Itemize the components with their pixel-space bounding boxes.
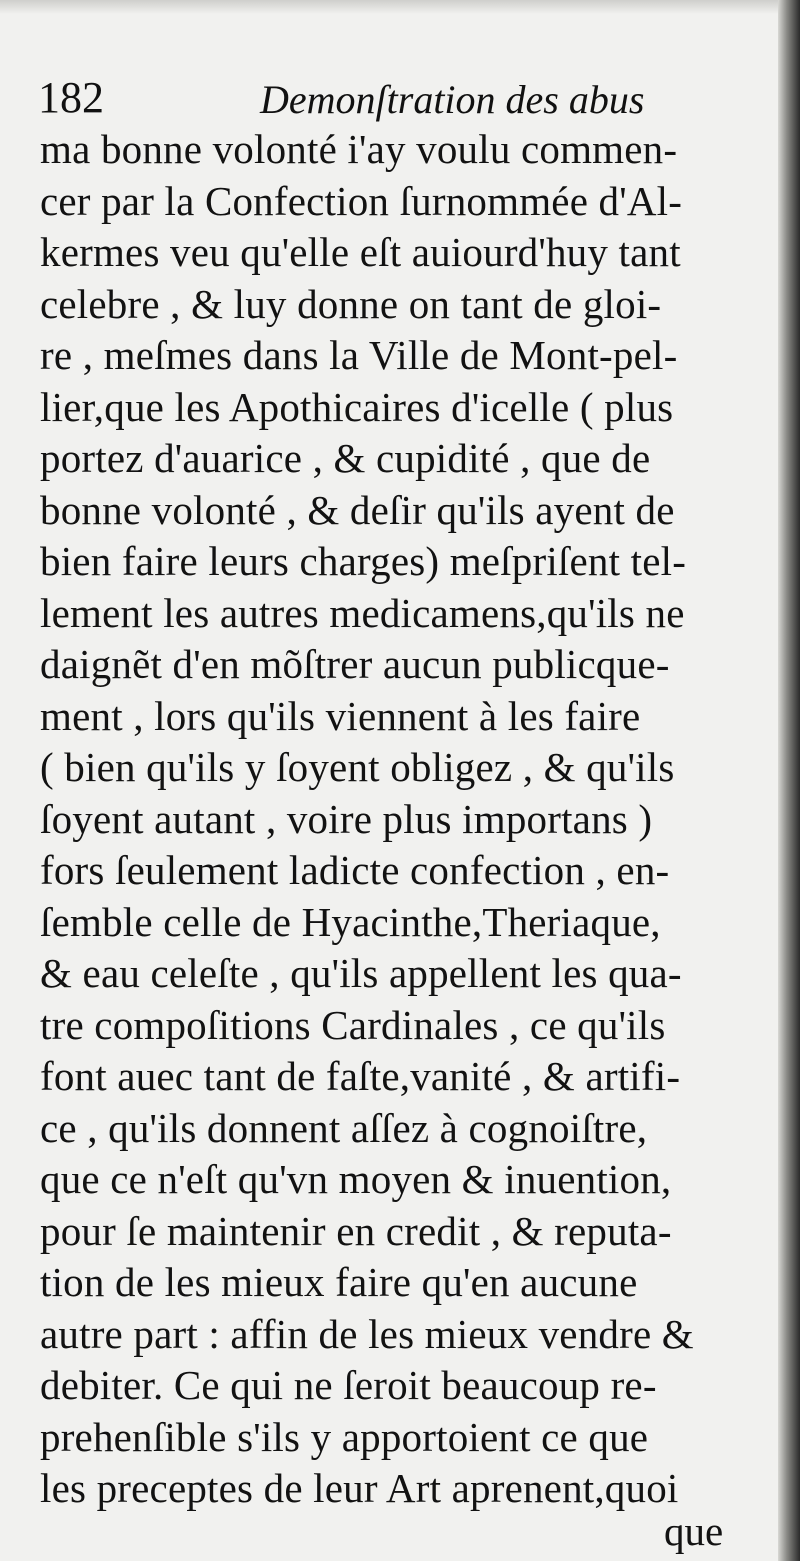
page-top-edge (0, 0, 800, 14)
text-line: debiter. Ce qui ne ſeroit beaucoup re- (40, 1362, 657, 1408)
text-line: bonne volonté , & deſir qu'ils ayent de (40, 486, 675, 533)
text-line: tion de les mieux faire qu'en aucune (40, 1259, 638, 1305)
text-line: font auec tant de faſte,vanité , & artifi- (40, 1053, 681, 1099)
page-binding-edge (778, 0, 800, 1561)
text-line: portez d'auarice , & cupidité , que de (40, 435, 651, 481)
text-line: kermes veu qu'elle eſt auiourd'huy tant (40, 229, 681, 275)
page-header (38, 72, 738, 130)
running-title: Demonſtration des abus (260, 77, 645, 122)
text-line: ma bonne volonté i'ay voulu commen- (40, 126, 678, 172)
text-line: daignẽt d'en mõſtrer aucun publicque- (40, 641, 670, 687)
text-line: autre part : affin de les mieux vendre & (40, 1310, 694, 1357)
text-line: ſoyent autant , voire plus importans ) (40, 795, 653, 842)
text-line: lier,que les Apothicaires d'icelle ( plus (40, 383, 674, 430)
text-line: bien faire leurs charges) meſpriſent tel- (40, 538, 687, 584)
text-line: ( bien qu'ils y ſoyent obligez , & qu'ils (40, 744, 675, 790)
text-line: prehenſible s'ils y apportoient ce que (40, 1413, 649, 1460)
text-line: fors ſeulement ladicte confection , en- (40, 847, 670, 893)
text-line: ment , lors qu'ils viennent à les faire (40, 692, 641, 739)
text-line: ſemble celle de Hyacinthe,Theriaque, (40, 898, 661, 945)
catchword: que (664, 1508, 724, 1554)
text-line: pour ſe maintenir en credit , & reputa- (40, 1207, 672, 1254)
text-line: celebre , & luy donne on tant de gloi- (40, 280, 662, 327)
text-line: les preceptes de leur Art aprenent,quoi (40, 1465, 679, 1511)
text-line: cer par la Confection ſurnommée d'Al- (40, 177, 683, 224)
text-line: & eau celeſte , qu'ils appellent les qua- (40, 950, 682, 996)
text-line: re , meſmes dans la Ville de Mont-pel- (40, 332, 678, 378)
text-line: tre compoſitions Cardinales , ce qu'ils (40, 1001, 666, 1048)
text-line: lement les autres medicamens,qu'ils ne (40, 589, 685, 636)
body-text (40, 124, 750, 1515)
text-line: ce , qu'ils donnent aſſez à cognoiſtre, (40, 1104, 648, 1151)
text-line: que ce n'eſt qu'vn moyen & inuention, (40, 1156, 672, 1202)
page-number: 182 (38, 73, 104, 122)
